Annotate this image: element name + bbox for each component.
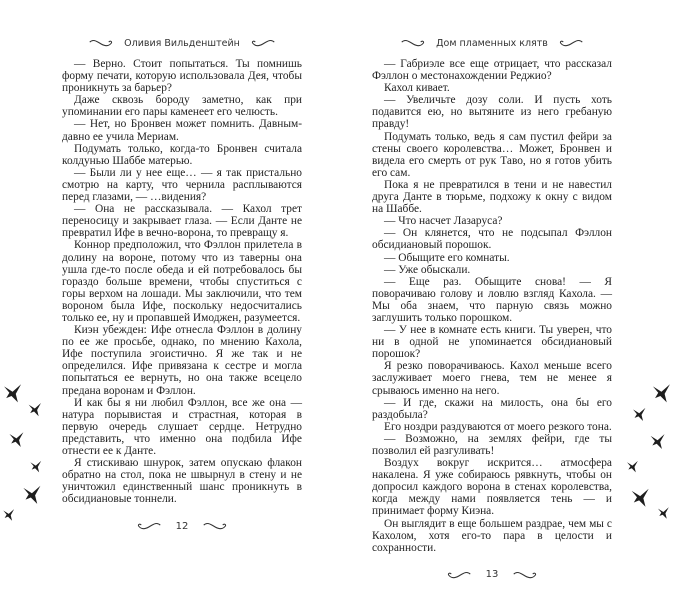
paragraph: — И где, скажи на милость, она бы его раздобыла? [372,396,612,421]
ornament-swirl-icon [446,570,472,580]
paragraph: Я стискиваю шнурок, затем опускаю флакон обратно на стол, пока не швырнул в стену и не уничтожил единственный шанс проникнуть в обсидиановые тоннели. [62,457,302,506]
paragraph: Даже сквозь бороду заметно, как при упоминании его пары каменеет его челюсть. [62,94,302,119]
body-text [62,58,302,505]
paragraph: — Верно. Стоит попытаться. Ты помнишь форму печати, которую использовала Дея, чтобы проникнуть за барьер? [62,58,302,95]
author-name: Оливия Вильденштейн [124,37,240,49]
paragraph: — Возможно, на землях фейри, где ты позволил ей разгуливать! [372,432,612,457]
ornament-swirl-icon [250,38,276,48]
ornament-swirl-icon [400,38,426,48]
paragraph: — Что насчет Лазаруса? [384,215,503,228]
paragraph: Воздух вокруг искрится… атмосфера накалена. Я уже собираюсь рявкнуть, чтобы он допросил каждого ворона в стенах королевства, когда между нами появляется тень — и принимает форму Киэна. [372,457,612,518]
ornament-swirl-icon [202,521,228,531]
page-number: 12 [175,520,189,532]
paragraph: — Уже обыскали. [384,263,471,276]
crow-flock-decoration-icon [0,360,58,530]
paragraph: Он выглядит в еще большем раздрае, чем мы с Кахолом, хотя его-то пара в целости и сохранности. [372,517,612,554]
page-footer [62,519,302,533]
paragraph: Подумать только, ведь я сам пустил фейри за стены своего королевства… Может, Бронвен и видела его смерть от рук Таво, но я готов убить его сам. [372,130,612,179]
paragraph: — Габриэле все еще отрицает, что рассказал Фэллон о местонахождении Реджио? [372,58,612,83]
ornament-swirl-icon [88,38,114,48]
paragraph: — Нет, но Бронвен может помнить. Давным-давно ее учила Мериам. [62,118,302,143]
paragraph: — Увеличьте дозу соли. И пусть хоть подавится ею, но вытяните из него гребаную правду! [372,94,612,131]
running-header [372,36,612,50]
paragraph: Коннор предположил, что Фэллон прилетела в долину на вороне, потому что из таверны она ушла где-то после обеда и ей потребовалось бы гораздо больше времени, чтобы спуститься с горы верхом на лошади. Мы заключили, что тем вороном была Ифе, поскольку недосчитались только ее, ну и пропавшей Имоджен, разумеется. [62,239,302,324]
paragraph: Пока я не превратился в тени и не навестил друга Данте в тюрьме, подхожу к окну с видом на Шаббе. [372,178,612,216]
paragraph: — Она не рассказывала. — Кахол трет переносицу и закрывает глаза. — Если Данте не превратил Ифе в вечно-ворона, то превращу я. [62,203,302,240]
ornament-swirl-icon [558,38,584,48]
page-footer [372,568,612,582]
paragraph: — Обыщите его комнаты. [384,251,510,264]
ornament-swirl-icon [136,521,162,531]
paragraph: — У нее в комнате есть книги. Ты уверен, что ни в одной не упоминается обсидиановый порошок? [372,324,612,361]
page-number: 13 [485,569,499,581]
paragraph: Я резко поворачиваюсь. Кахол меньше всего заслуживает моего гнева, тем не менее я срываюсь именно на него. [372,360,612,397]
right-page [337,0,674,598]
body-text [372,58,612,554]
book-title: Дом пламенных клятв [436,37,548,49]
paragraph: — Были ли у нее еще… — я так пристально смотрю на карту, что чернила расплываются перед глазами, — …видения? [62,166,302,204]
paragraph: И как бы я ни любил Фэллон, все же она — натура порывистая и страстная, которая в первую очередь слушает сердце. Нетрудно представить, что именно она подбила Ифе отнести ее к Данте. [62,396,302,457]
paragraph: Его ноздри раздуваются от моего резкого тона. [384,420,612,433]
paragraph: — Еще раз. Обыщите снова! — Я поворачиваю голову и ловлю взгляд Кахола. — Мы оба знаем, что парную связь можно заглушить только порошком. [372,275,612,324]
paragraph: Киэн убежден: Ифе отнесла Фэллон в долину по ее же просьбе, однако, по мнению Кахола, Ифе поступила эгоистично. Я же так и не определился. Ифе привязана к сестре и могла попытаться ее вернуть, но она также всецело предана воронам и Фэллон. [62,324,302,397]
crow-flock-decoration-icon [616,360,674,530]
paragraph: Кахол кивает. [384,82,450,95]
ornament-swirl-icon [512,570,538,580]
running-header [62,36,302,50]
paragraph: Подумать только, когда-то Бронвен считала колдунью Шаббе матерью. [62,142,302,167]
paragraph: — Он клянется, что не подсыпал Фэллон обсидиановый порошок. [372,227,612,252]
